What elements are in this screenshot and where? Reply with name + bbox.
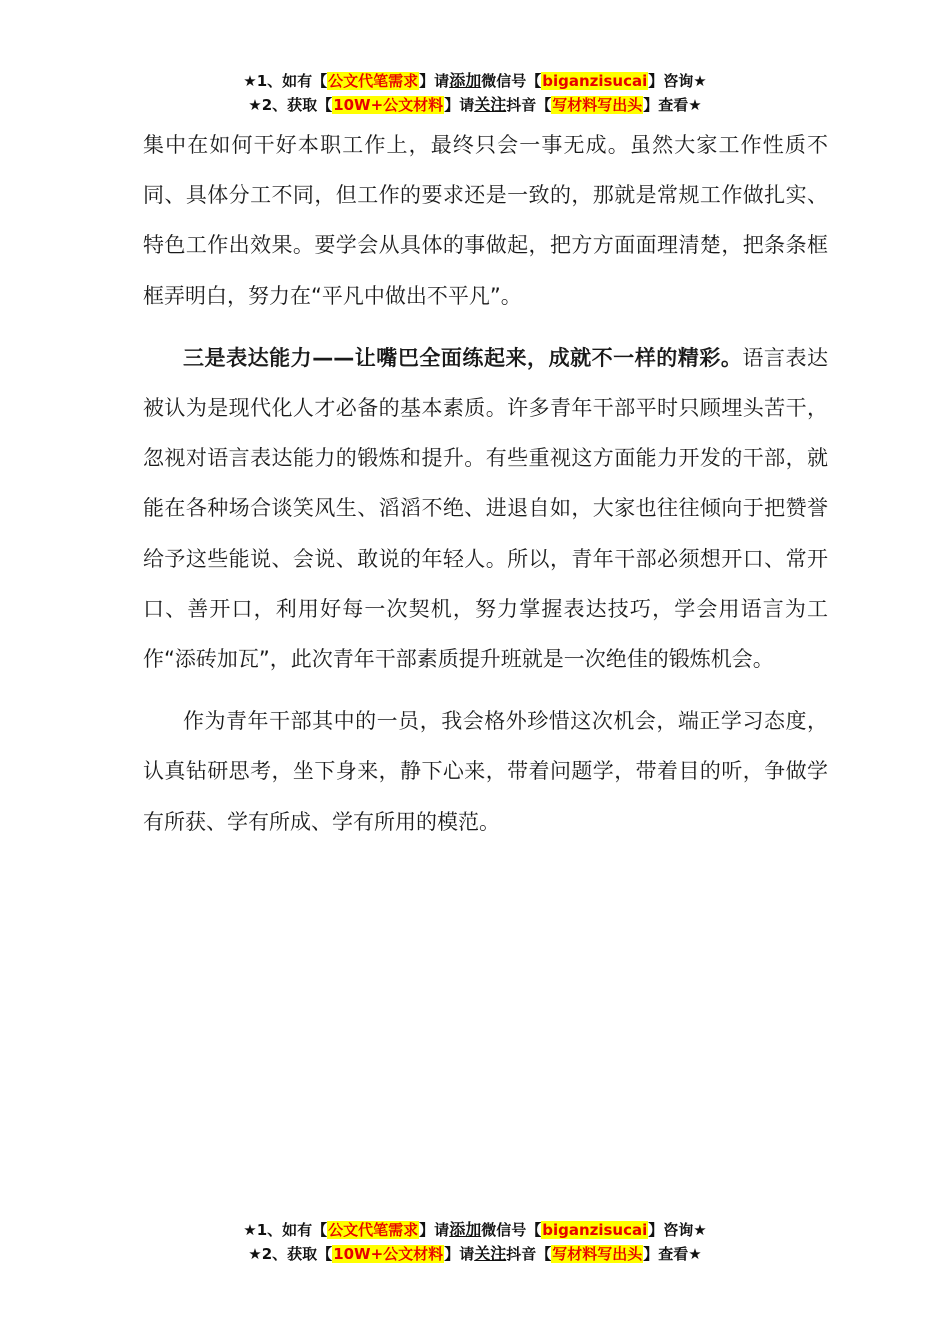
banner-text: 】查看★ bbox=[643, 1245, 702, 1263]
paragraph-2 bbox=[143, 333, 828, 684]
banner-line-1 bbox=[0, 1218, 950, 1242]
banner-text: 】请 bbox=[419, 1221, 450, 1239]
banner-text: 抖音【 bbox=[506, 1245, 552, 1263]
banner-line-2 bbox=[0, 1242, 950, 1266]
paragraph-1: 集中在如何干好本职工作上，最终只会一事无成。虽然大家工作性质不同、具体分工不同，但工作的要求还是一致的，那就是常规工作做扎实、特色工作出效果。要学会从具体的事做起，把方方面面理清楚，把条条框框弄明白，努力在“平凡中做出不平凡”。 bbox=[143, 133, 828, 308]
banner-highlight: 10W+公文材料 bbox=[333, 1245, 444, 1263]
banner-highlight: 公文代笔需求 bbox=[328, 72, 419, 90]
banner-text: ★2、获取【 bbox=[248, 1245, 333, 1263]
banner-highlight: biganzisucai bbox=[542, 1221, 648, 1239]
banner-highlight: biganzisucai bbox=[542, 72, 648, 90]
paragraph-3: 作为青年干部其中的一员，我会格外珍惜这次机会，端正学习态度，认真钻研思考，坐下身来，静下心来，带着问题学，带着目的听，争做学有所获、学有所成、学有所用的模范。 bbox=[143, 709, 828, 834]
banner-text: 微信号【 bbox=[481, 1221, 542, 1239]
banner-text: 】请 bbox=[444, 96, 475, 114]
document-body bbox=[143, 120, 828, 847]
banner-text: 】请 bbox=[419, 72, 450, 90]
banner-text: ★1、如有【 bbox=[243, 72, 328, 90]
paragraph-2-lead: 三是表达能力——让嘴巴全面练起来，成就不一样的精彩。 bbox=[183, 345, 743, 370]
banner-text: 】查看★ bbox=[643, 96, 702, 114]
banner-emphasis: 关注 bbox=[474, 1244, 507, 1263]
footer-banner bbox=[0, 1218, 950, 1266]
banner-text: 】咨询★ bbox=[648, 1221, 707, 1239]
banner-highlight: 写材料写出头 bbox=[552, 96, 643, 114]
banner-line-1 bbox=[0, 69, 950, 93]
banner-highlight: 10W+公文材料 bbox=[333, 96, 444, 114]
banner-text: ★1、如有【 bbox=[243, 1221, 328, 1239]
banner-emphasis: 添加 bbox=[449, 71, 482, 90]
banner-emphasis: 关注 bbox=[474, 95, 507, 114]
banner-text: 】咨询★ bbox=[648, 72, 707, 90]
paragraph-2-body: 语言表达被认为是现代化人才必备的基本素质。许多青年干部平时只顾埋头苦干，忽视对语言表达能力的锻炼和提升。有些重视这方面能力开发的干部，就能在各种场合谈笑风生、滔滔不绝、进退自如，大家也往往倾向于把赞誉给予这些能说、会说、敢说的年轻人。所以，青年干部必须想开口、常开口、善开口，利用好每一次契机，努力掌握表达技巧，学会用语言为工作“添砖加瓦”，此次青年干部素质提升班就是一次绝佳的锻炼机会。 bbox=[143, 345, 828, 672]
banner-line-2 bbox=[0, 93, 950, 117]
banner-emphasis: 添加 bbox=[449, 1220, 482, 1239]
banner-text: 】请 bbox=[444, 1245, 475, 1263]
header-banner bbox=[0, 69, 950, 117]
banner-text: ★2、获取【 bbox=[248, 96, 333, 114]
banner-text: 微信号【 bbox=[481, 72, 542, 90]
banner-highlight: 写材料写出头 bbox=[552, 1245, 643, 1263]
banner-text: 抖音【 bbox=[506, 96, 552, 114]
banner-highlight: 公文代笔需求 bbox=[328, 1221, 419, 1239]
